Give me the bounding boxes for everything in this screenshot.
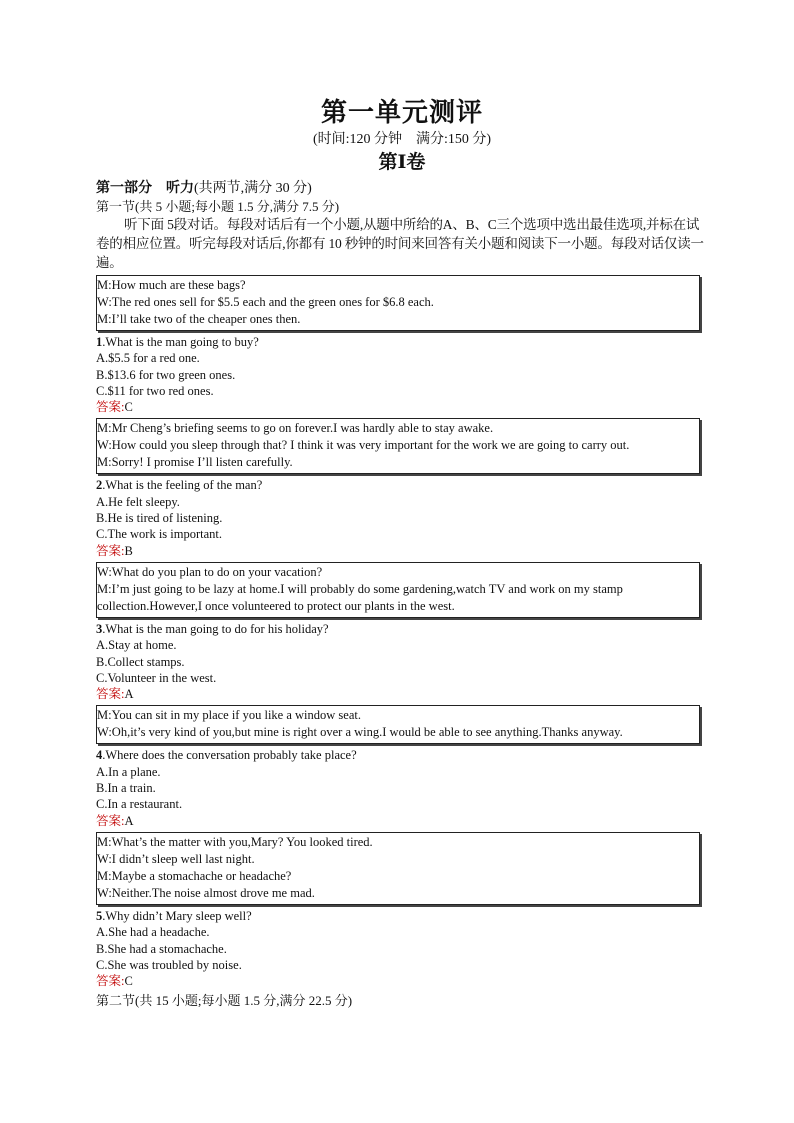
answer-line [96,973,708,989]
answer-value: C [124,974,133,989]
dialog-box [96,275,700,331]
dialog-line: M:I’ll take two of the cheaper ones then. [97,312,301,326]
answer-option: B.She had a stomachache. [96,941,227,956]
question-text: .What is the feeling of the man? [102,478,263,493]
answer-line [96,543,708,559]
question [96,747,708,763]
answer-option: C.Volunteer in the west. [96,670,217,685]
page-title: 第一单元测评 [320,98,483,127]
dialog-line: M:Maybe a stomachache or headache? [97,868,292,883]
exam-page [96,96,708,1009]
dialog-line: M:Mr Cheng’s briefing seems to go on forever.I was hardly able to stay awake. [97,421,494,436]
question-number: 1 [96,335,103,349]
answer-value: A [124,813,134,828]
question-number: 4 [96,748,103,763]
answer-option: C.In a restaurant. [96,797,183,812]
question-text: .Where does the conversation probably take place? [102,748,357,763]
question [96,334,708,350]
answer-line [96,813,708,829]
dialog-line: W:What do you plan to do on your vacation? [97,564,323,579]
answer-label: 答案: [96,543,125,558]
answer-option: C.She was troubled by noise. [96,957,242,972]
dialog-box [96,832,700,905]
answer-option: A.She had a headache. [96,925,210,940]
question-number: 5 [96,908,103,923]
answer-value: B [124,543,133,558]
question-text: .Why didn’t Mary sleep well? [102,908,252,923]
answer-option: C.The work is important. [96,527,223,542]
answer-option: A.In a plane. [96,764,161,779]
section1-heading: 第一节(共 5 小题;每小题 1.5 分,满分 7.5 分) [96,199,340,214]
question [96,477,708,493]
answer-label: 答案: [96,974,125,989]
dialog-line: M:You can sit in my place if you like a window seat. [97,708,361,723]
answer-option: B.Collect stamps. [96,654,185,669]
answer-line [96,399,708,415]
dialog-line: M:What’s the matter with you,Mary? You looked tired. [97,834,373,849]
answer-line [96,686,708,702]
question-number: 2 [96,478,103,493]
dialog-line: M:Sorry! I promise I’ll listen carefully. [97,455,293,470]
answer-option: A.Stay at home. [96,638,177,653]
dialog-box [96,705,700,744]
answer-label: 答案: [96,687,125,702]
dialog-box [96,562,700,618]
dialog-line: M:How much are these bags? [97,278,246,292]
section1-instructions: 听下面 5段对话。每段对话后有一个小题,从题中所给的A、B、C三个选项中选出最佳选项,并标在试卷的相应位置。听完每段对话后,你都有 10 秒钟的时间来回答有关小题和阅读下一小题。每段对话仅读一遍。 [96,217,704,270]
answer-value: A [124,687,134,702]
part1-label: 第一部分 听力 [96,181,194,196]
answer-value: C [124,400,133,415]
question [96,908,708,924]
dialog-line: W:How could you sleep through that? I think it was very important for the work we are going to carry out. [97,438,630,453]
dialog-line: W:Oh,it’s very kind of you,but mine is right over a wing.I would be able to see anything.Thanks anyway. [97,725,623,740]
answer-option: A.He felt sleepy. [96,494,180,509]
dialog-line: M:I’m just going to be lazy at home.I will probably do some gardening,watch TV and work on my stamp collection.However,I once volunteered to protect our plants in the west. [97,581,623,613]
section2-heading: 第二节(共 15 小题;每小题 1.5 分,满分 22.5 分) [96,993,353,1009]
question-list [96,275,708,989]
exam-time-score: (时间:120 分钟 满分:150 分) [312,132,492,147]
question-text: .What is the man going to do for his holiday? [102,621,329,636]
answer-option: A.$5.5 for a red one. [96,351,200,366]
answer-option: C.$11 for two red ones. [96,383,214,398]
question [96,621,708,637]
question-text: .What is the man going to buy? [102,335,259,349]
dialog-line: W:I didn’t sleep well last night. [97,851,255,866]
volume-heading: 第Ⅰ卷 [378,152,426,173]
dialog-line: W:Neither.The noise almost drove me mad. [97,885,315,900]
part1-heading [96,179,708,198]
answer-option: B.$13.6 for two green ones. [96,367,236,382]
answer-label: 答案: [96,400,125,415]
dialog-box [96,418,700,474]
answer-option: B.He is tired of listening. [96,511,223,526]
answer-label: 答案: [96,813,125,828]
answer-option: B.In a train. [96,781,156,796]
part1-note: (共两节,满分 30 分) [194,181,312,196]
dialog-line: W:The red ones sell for $5.5 each and the green ones for $6.8 each. [97,295,434,309]
question-number: 3 [96,621,103,636]
